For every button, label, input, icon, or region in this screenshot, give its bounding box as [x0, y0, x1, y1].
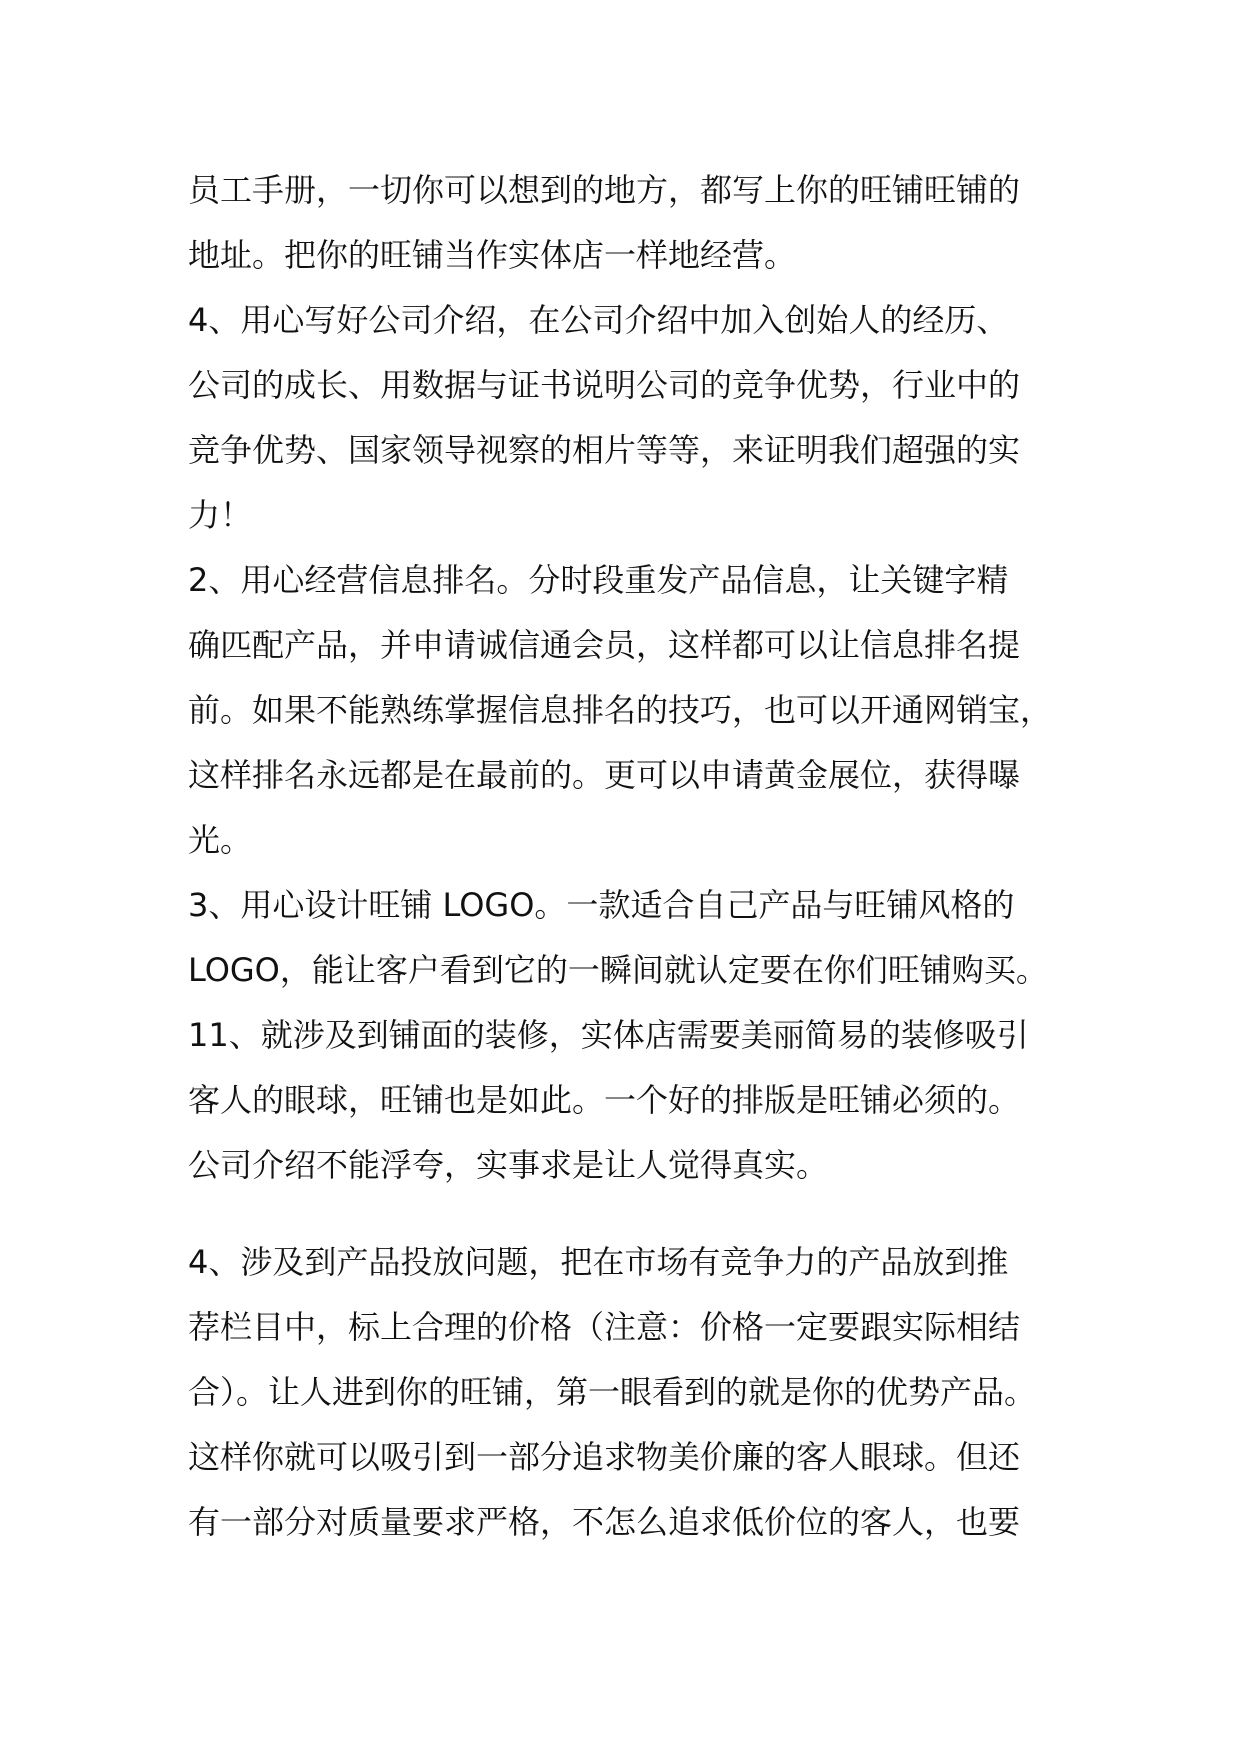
text-line: 公司介绍不能浮夸，实事求是让人觉得真实。 [188, 1146, 829, 1184]
paragraph-block-2 [188, 1230, 1060, 1555]
document-body [188, 158, 1060, 1555]
text-line: 4、用心写好公司介绍，在公司介绍中加入创始人的经历、 [188, 301, 1009, 339]
text-line: 地址。把你的旺铺当作实体店一样地经营。 [188, 236, 797, 274]
text-line: 这样排名永远都是在最前的。更可以申请黄金展位，获得曝 [188, 756, 1021, 794]
text-line: 公司的成长、用数据与证书说明公司的竞争优势，行业中的 [188, 366, 1021, 404]
text-line: 前。如果不能熟练掌握信息排名的技巧，也可以开通网销宝， [188, 691, 1053, 729]
text-line: 确匹配产品，并申请诚信通会员，这样都可以让信息排名提 [188, 626, 1021, 664]
paragraph-gap [188, 1198, 1060, 1230]
text-line: 光。 [188, 821, 253, 859]
text-line: 3、用心设计旺铺 LOGO。一款适合自己产品与旺铺风格的 [188, 886, 1015, 924]
text-line: 这样你就可以吸引到一部分追求物美价廉的客人眼球。但还 [188, 1438, 1021, 1476]
text-line: 荐栏目中，标上合理的价格（注意：价格一定要跟实际相结 [188, 1308, 1021, 1346]
text-line: 合）。让人进到你的旺铺，第一眼看到的就是你的优势产品。 [188, 1373, 1037, 1411]
text-line: 员工手册，一切你可以想到的地方，都写上你的旺铺旺铺的 [188, 171, 1021, 209]
text-line: 客人的眼球，旺铺也是如此。一个好的排版是旺铺必须的。 [188, 1081, 1021, 1119]
text-line: 有一部分对质量要求严格，不怎么追求低价位的客人，也要 [188, 1503, 1021, 1541]
text-line: 力！ [188, 496, 253, 534]
text-line: LOGO，能让客户看到它的一瞬间就认定要在你们旺铺购买。 [188, 951, 1048, 989]
text-line: 11、就涉及到铺面的装修，实体店需要美丽简易的装修吸引 [188, 1016, 1029, 1054]
paragraph-block-1 [188, 158, 1060, 1198]
text-line: 4、涉及到产品投放问题，把在市场有竞争力的产品放到推 [188, 1243, 1009, 1281]
text-line: 2、用心经营信息排名。分时段重发产品信息，让关键字精 [188, 561, 1009, 599]
text-line: 竞争优势、国家领导视察的相片等等，来证明我们超强的实 [188, 431, 1021, 469]
